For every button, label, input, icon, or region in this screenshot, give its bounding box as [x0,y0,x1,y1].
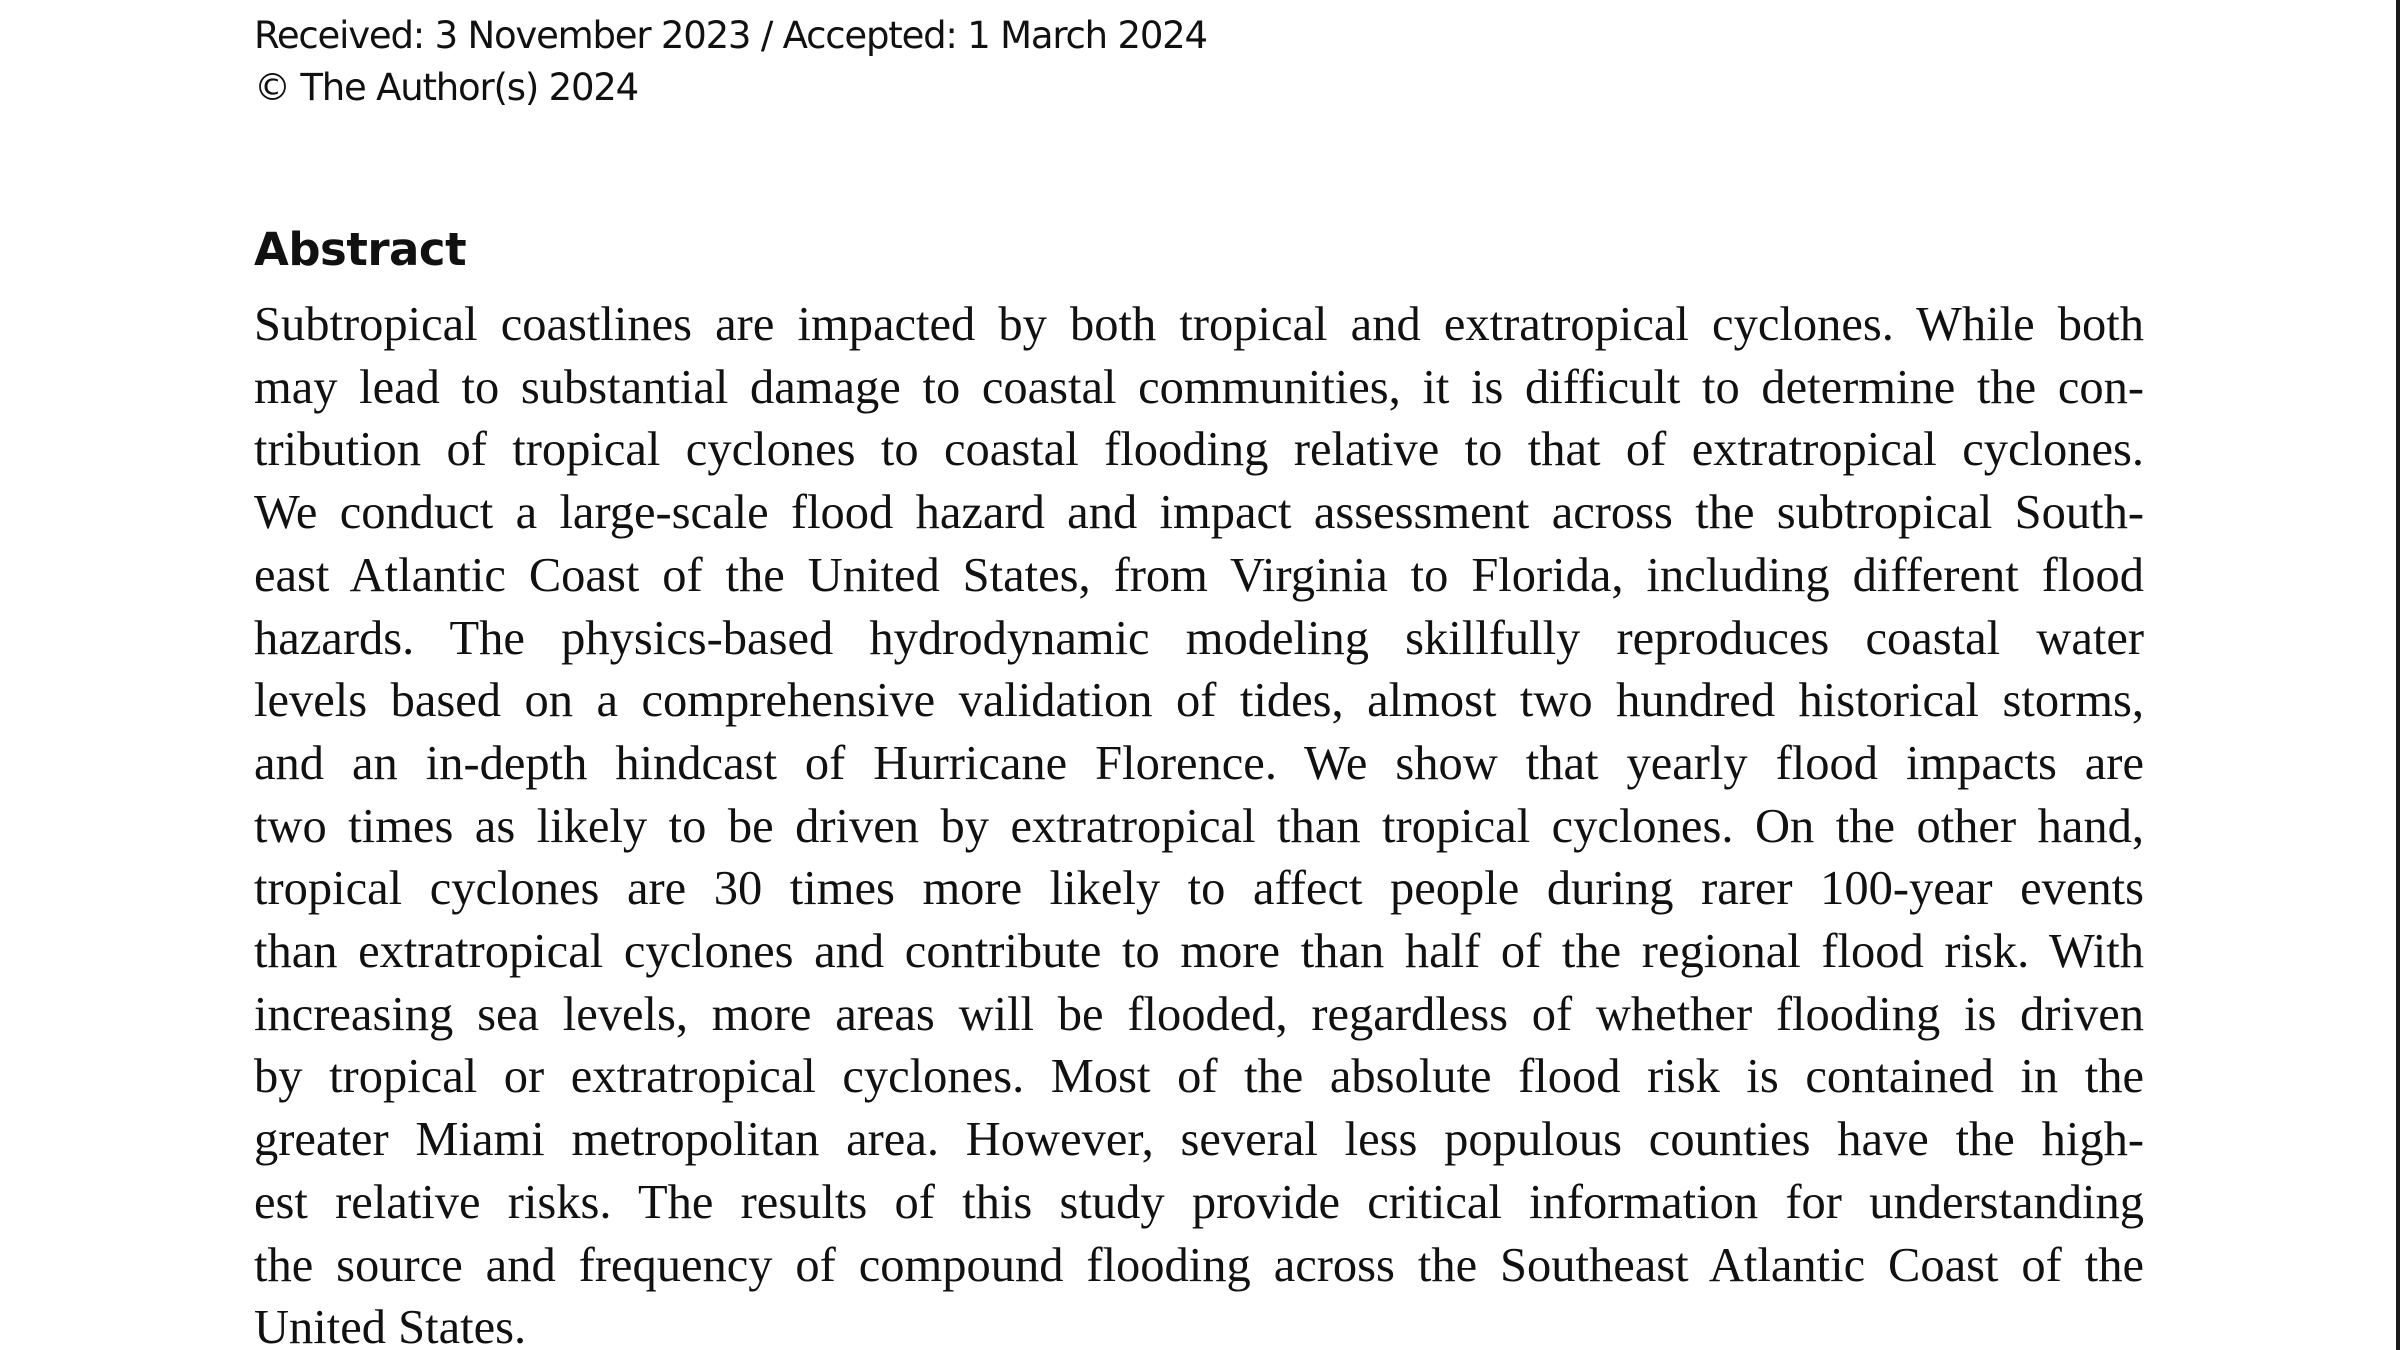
abstract-line: and an in-depth hindcast of Hurricane Florence. We show that yearly flood impacts are [254,736,2144,790]
abstract-line: tribution of tropical cyclones to coastal flooding relative to that of extratropical cyclones. [254,423,2144,477]
abstract-line: hazards. The physics-based hydrodynamic modeling skillfully reproduces coastal water [254,611,2144,665]
abstract-line: the source and frequency of compound flooding across the Southeast Atlantic Coast of the [254,1238,2144,1292]
article-metadata [254,10,1207,114]
abstract-line: Subtropical coastlines are impacted by both tropical and extratropical cyclones. While both [254,298,2144,351]
abstract-line: levels based on a comprehensive validation of tides, almost two hundred historical storms, [254,674,2144,728]
abstract-line: increasing sea levels, more areas will be flooded, regardless of whether flooding is driven [254,987,2144,1041]
copyright-notice: © The Author(s) 2024 [254,66,638,109]
abstract-body [254,294,2144,1350]
abstract-line: than extratropical cyclones and contribute to more than half of the regional flood risk. With [254,925,2144,979]
abstract-line: est relative risks. The results of this study provide critical information for understanding [254,1175,2144,1229]
abstract-line: tropical cyclones are 30 times more likely to affect people during rarer 100-year events [254,862,2144,916]
abstract-heading: Abstract [254,223,467,276]
page-edge-divider [2396,0,2400,1350]
abstract-line: by tropical or extratropical cyclones. Most of the absolute flood risk is contained in the [254,1050,2144,1104]
abstract-line: greater Miami metropolitan area. However, several less populous counties have the high- [254,1113,2144,1167]
abstract-line: United States. [254,1301,527,1350]
abstract-line: We conduct a large-scale flood hazard and impact assessment across the subtropical South- [254,486,2144,540]
abstract-line: east Atlantic Coast of the United States, from Virginia to Florida, including different flood [254,548,2144,602]
abstract-line: may lead to substantial damage to coastal communities, it is difficult to determine the con- [254,360,2144,414]
abstract-line: two times as likely to be driven by extratropical than tropical cyclones. On the other hand, [254,799,2144,853]
received-accepted-dates: Received: 3 November 2023 / Accepted: 1 March 2024 [254,14,1207,57]
